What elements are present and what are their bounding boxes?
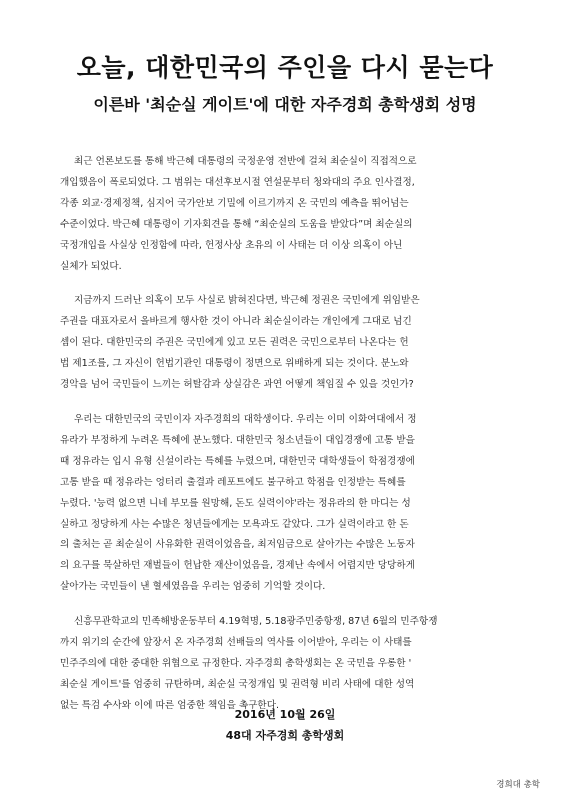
paragraph-line: 최순실 게이트'를 엄중히 규탄하며, 최순실 국정개입 및 권력형 비리 사태에 대한 성역 — [60, 678, 415, 690]
paragraph-line: 까지 위기의 순간에 앞장서 온 자주경희 선배들의 역사를 이어받아, 우리는 이 사태를 — [60, 637, 412, 649]
statement-body — [60, 152, 516, 731]
paragraph-line: 각종 외교·경제정책, 심지어 국가안보 기밀에 이르기까지 온 국민의 예측을 뛰어넘는 — [60, 197, 409, 209]
paragraph-line: 최근 언론보도를 통해 박근혜 대통령의 국정운영 전반에 걸쳐 최순실이 직접적으로 — [74, 156, 417, 167]
paragraph-line: 개입했음이 폭로되었다. 그 범위는 대선후보시절 연설문부터 청와대의 주요 인사결정, — [60, 176, 415, 188]
statement-paragraph — [60, 612, 516, 717]
statement-date: 2016년 10월 26일 — [234, 708, 336, 721]
paragraph-line: 유라가 부정하게 누려온 특혜에 분노했다. 대한민국 청소년들이 대입경쟁에 고통 받을 — [60, 434, 415, 446]
paragraph-line: 국정개입을 사실상 인정함에 따라, 헌정사상 초유의 이 사태는 더 이상 의혹이 아닌 — [60, 239, 403, 251]
paragraph-line: 우리는 대한민국의 국민이자 자주경희의 대학생이다. 우리는 이미 이화여대에서 정 — [74, 413, 417, 425]
paragraph-line: 의 요구를 묵살하던 재벌들이 헌납한 재산이었음을, 경제난 속에서 어렵지만 당당하게 — [60, 560, 415, 572]
statement-subtitle: 이른바 '최순실 게이트'에 대한 자주경희 총학생회 성명 — [93, 95, 477, 114]
watermark-text: 경희대 총학 — [496, 780, 540, 790]
paragraph-line: 지금까지 드러난 의혹이 모두 사실로 밝혀진다면, 박근혜 정권은 국민에게 위임받은 — [74, 295, 420, 307]
statement-signer: 48대 자주경희 총학생회 — [225, 729, 345, 742]
statement-paragraph — [60, 152, 516, 277]
paragraph-line: 법 제1조를, 그 자신이 헌법기관인 대통령이 정면으로 위배하게 되는 것이다. 분노와 — [60, 358, 409, 370]
paragraph-line: 주권을 대표자로서 올바르게 행사한 것이 아니라 최순실이라는 개인에게 그대로 넘긴 — [60, 316, 412, 328]
paragraph-line: 누렸다. '능력 없으면 니네 부모를 원망해, 돈도 실력이야'라는 정유라의 한 마디는 성 — [60, 497, 411, 509]
paragraph-line: 민주주의에 대한 중대한 위협으로 규정한다. 자주경희 총학생회는 온 국민을 우롱한 ' — [60, 657, 412, 669]
paragraph-line: 살아가는 국민들이 낸 혈세였음을 우리는 엄중히 기억할 것이다. — [60, 581, 326, 593]
paragraph-line: 실체가 되었다. — [60, 260, 122, 272]
statement-title: 오늘, 대한민국의 주인을 다시 묻는다 — [76, 53, 494, 82]
paragraph-line: 셈이 된다. 대한민국의 주권은 국민에게 있고 모든 권력은 국민으로부터 나온다는 헌 — [60, 337, 409, 349]
statement-paragraph — [60, 291, 516, 396]
paragraph-line: 수준이었다. 박근혜 대통령이 기자회견을 통해 “최순실의 도움을 받았다”며 최순실의 — [60, 218, 413, 230]
paragraph-line: 때 정유라는 입시 유형 신설이라는 특혜를 누렸으며, 대한민국 대학생들이 학점경쟁에 — [60, 455, 415, 467]
paragraph-line: 없는 특검 수사와 이에 따른 엄중한 책임을 촉구한다. — [60, 699, 280, 711]
paragraph-line: 의 출처는 곧 최순실이 사유화한 권력이었음을, 최저임금으로 살아가는 수많은 노동자 — [60, 539, 415, 551]
paragraph-line: 경악을 넘어 국민들이 느끼는 허탈감과 상실감은 과연 어떻게 책임질 수 있을 것인가? — [60, 379, 414, 391]
paragraph-line: 실하고 정당하게 사는 수많은 청년들에게는 모욕과도 같았다. 그가 실력이라고 한 돈 — [60, 518, 409, 530]
statement-paragraph — [60, 410, 516, 598]
paragraph-line: 신흥무관학교의 민족해방운동부터 4.19혁명, 5.18광주민중항쟁, 87년 6월의 민주항쟁 — [74, 616, 438, 628]
paragraph-line: 고통 받을 때 정유라는 엉터리 출결과 레포트에도 불구하고 학점을 인정받는 특혜를 — [60, 476, 406, 488]
